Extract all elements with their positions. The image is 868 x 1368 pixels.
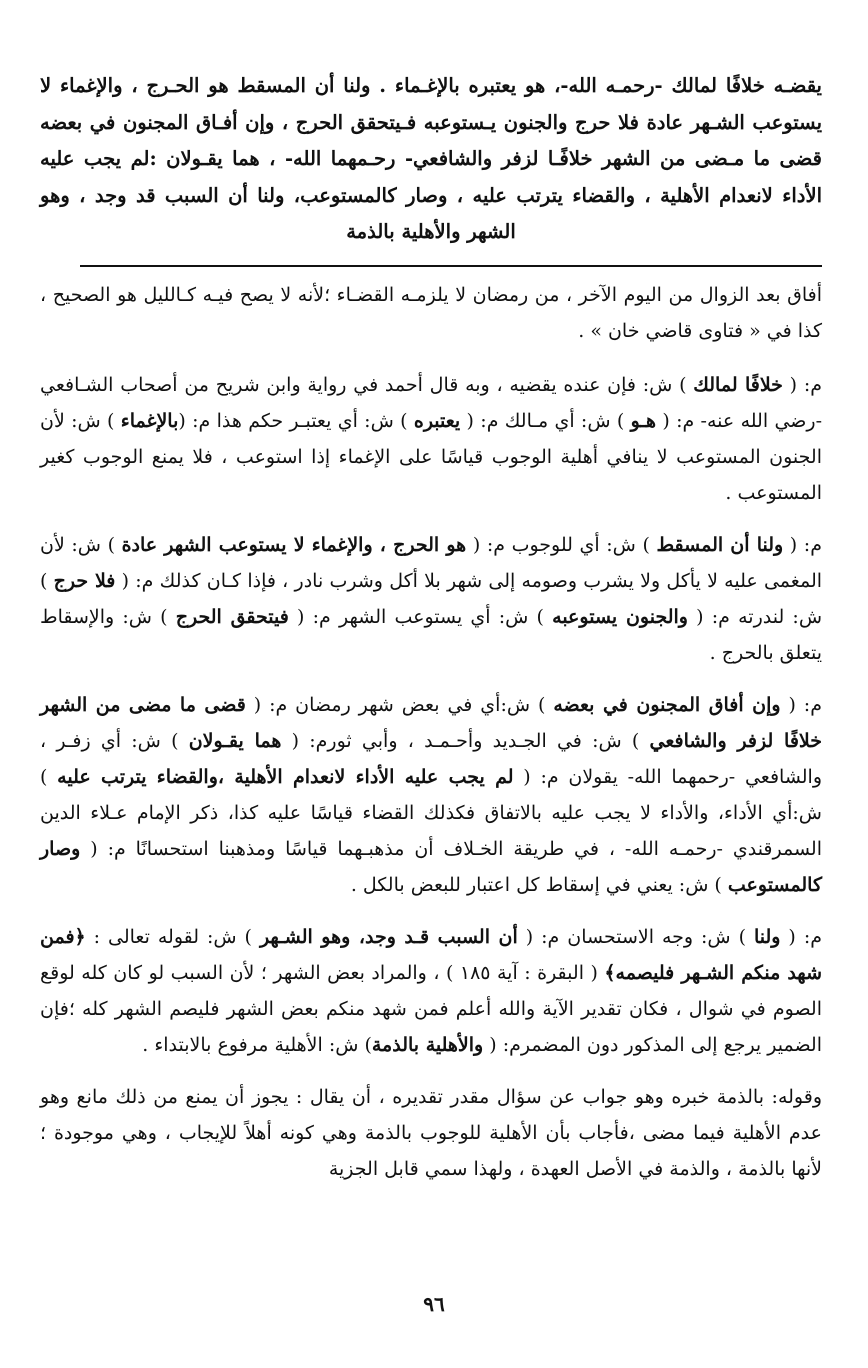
matn-paragraph: يقضـه خلافًا لمالك -رحمـه الله-، هو يعتبره بالإغـماء . ولنا أن المسقط هو الحـرج ، والإغماء لا يستوعب الشـهر عادة فلا حرج والجنون يـستوعبه فـيتحقق الحرج ، وإن أفـاق المجنون في بعضه قضى ما مـضى من الشهر خلافًـا لزفر والشافعي- رحـمهما الله- ، هما يقـولان :لم يجب عليه الأداء لانعدام الأهلية ، والقضاء يترتب عليه ، وصار كالمستوعب، ولنا أن السبب قد وجد ، وهو الشهر والأهلية بالذمة [40,74,822,243]
matn-quote-run: هو الحرج ، والإغماء لا يستوعب الشهر عادة [121,533,467,556]
page-number: ٩٦ [423,1292,445,1316]
matn-quote-run: أن السبب قـد وجد، وهو الشـهر [259,925,518,948]
commentary-run: ) ش:أي في بعض شهر رمضان م: ( [245,693,554,716]
matn-quote-run: فلا حرج [53,569,116,592]
commentary-run: ) ش: الأهلية مرفوع بالابتداء . [142,1033,372,1056]
commentary-run: ) ش: أي مـالك م: ( [460,409,631,432]
commentary-run: ) ش: أي يعتبـر حكم هذا م: ( [178,409,414,432]
matn-quote-run: هـو [630,409,656,432]
matn-quote-run: والأهلية بالذمة [371,1033,484,1056]
commentary-run: ) ش: أي للوجوب م: ( [466,533,657,556]
commentary-run: م: ( [783,533,822,556]
matn-quote-run: يعتبره [413,409,461,432]
matn-quote-run: خلافًا لمالك [693,373,783,396]
commentary-run: ) ش: لأن المغمى عليه لا يأكل ولا يشرب وصومه إلى شهر بلا أكل وشرب نادر ، فإذا كـان كذلك م: ( [40,533,823,592]
matn-quote-run: ولنا أن المسقط [656,533,784,556]
commentary-run: ) ش: لأن الجنون المستوعب لا ينافي أهلية الوجوب قياسًا على الإغماء إذا استوعب ، فلا يمنع الوجوب كغير المستوعب . [40,409,822,504]
sharh-paragraph-6: وقوله: بالذمة خبره وهو جواب عن سؤال مقدر تقديره ، أن يقال : يجوز أن يمنع من ذلك مانع وهو عدم الأهلية فيما مضى ،فأجاب بأن الأهلية للوجوب بالذمة وهي كونه أهلاً للإيجاب ، وهي موجودة ؛ لأنها بالذمة ، والذمة في الأصل العهدة ، ولهذا سمي قابل الجزية [40,1085,822,1180]
commentary-run: م: ( [780,693,822,716]
sharh-paragraph-2 [40,367,822,511]
commentary-run: ) ش: أي زفـر ، والشافعي -رحمهما الله- يقولان م: ( [40,729,823,788]
matn-quote-run: بالإغماء [120,409,179,432]
commentary-run: ) ش:أي الأداء، والأداء لا يجب عليه بالاتفاق فكذلك القضاء قياسًا عليه كذا، ذكر الإمام عـلاء الدين السمرقندي -رحمـه الله- ، في طريقة الخـلاف أن مذهبـهما قياسًا ومذهبنا استحسانًا م: ( [40,765,822,860]
sharh-paragraph-1: أفاق بعد الزوال من اليوم الآخر ، من رمضان لا يلزمـه القضـاء ؛لأنه لا يصح فيـه كـالليل هو الصحيح ، كذا في « فتاوى قاضي خان » . [40,283,822,342]
commentary-run: م: ( [780,925,822,948]
commentary-run: ) ش: والإسقاط يتعلق بالحرج . [40,605,822,664]
sharh-paragraph-5 [40,919,822,1063]
commentary-run: ) ش: يعني في إسقاط كل اعتبار للبعض بالكل . [350,873,728,896]
matn-quote-run: وإن أفاق المجنون في بعضه [553,693,781,716]
commentary-run: ) ش: في الجـديد وأحـمـد ، وأبي ثورم: ( [281,729,650,752]
commentary-run: ) ش: لقوله تعالى : [85,925,260,948]
commentary-run: ) ش: وجه الاستحسان م: ( [517,925,754,948]
footnote-separator-line [80,265,822,267]
commentary-run: ) ش: فإن عنده يقضيه ، وبه قال أحمد في رواية وابن شريح من أصحاب الشـافعي -رضي الله عنه- م: ( [40,373,823,432]
matn-quote-run: لم يجب عليه الأداء لانعدام الأهلية ،والقضاء يترتب عليه [57,765,514,788]
commentary-run: ) ش: أي يستوعب الشهر م: ( [288,605,553,628]
matn-quote-run: وصار كالمستوعب [40,837,822,896]
sharh-paragraph-4 [40,687,822,903]
sharh-commentary [40,277,822,1187]
matn-text-block [40,68,822,251]
matn-quote-run: ﴿فمن شهد منكم الشـهر فليصمه﴾ [40,925,822,984]
matn-quote-run: ولنا [753,925,781,948]
matn-quote-run: قضى ما مضى من الشهر خلافًا لزفر والشافعي [40,693,823,752]
matn-quote-run: هما يقـولان [188,729,282,752]
sharh-paragraph-3 [40,527,822,671]
commentary-run: ( البقرة : آية ١٨٥ ) ، والمراد بعض الشهر ؛ لأن السبب لو كان كله لوقع الصوم في شوال ، فكان تقدير الآية والله أعلم فمن شهد منكم بعض الشهر فليصم الشهر كله ؛فإن الضمير يرجع إلى المذكور دون المضمرم: ( [40,961,822,1056]
matn-quote-run: والجنون يستوعبه [552,605,688,628]
commentary-run: ) ش: لندرته م: ( [40,569,823,628]
commentary-run: م: ( [782,373,822,396]
matn-quote-run: فيتحقق الحرج [175,605,289,628]
